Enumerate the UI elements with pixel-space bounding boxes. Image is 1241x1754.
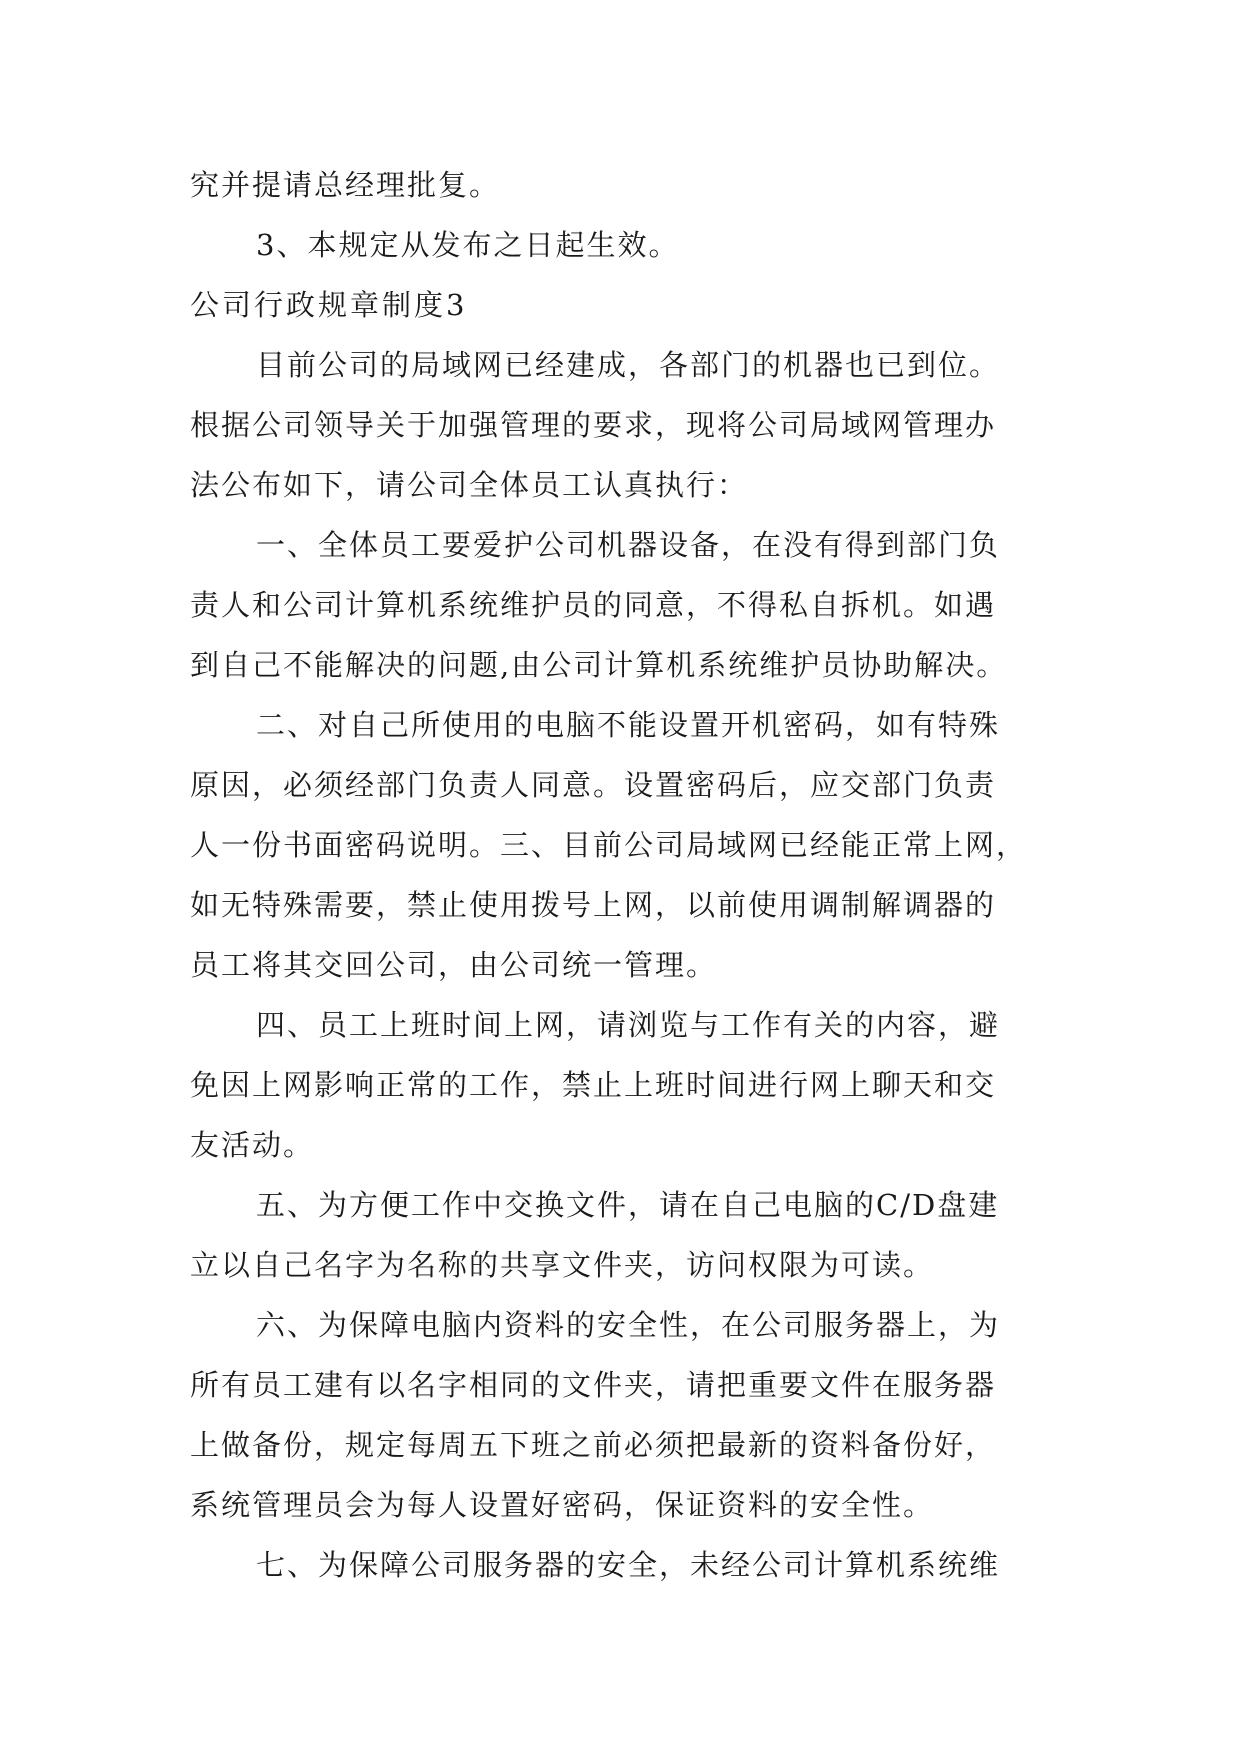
text-line: 上做备份，规定每周五下班之前必须把最新的资料备份好， xyxy=(190,1428,997,1462)
text-line: 一、全体员工要爱护公司机器设备，在没有得到部门负 xyxy=(256,528,1001,562)
text-line: 五、为方便工作中交换文件，请在自己电脑的C/D盘建 xyxy=(256,1188,1000,1222)
text-line: 免因上网影响正常的工作，禁止上班时间进行网上聊天和交 xyxy=(190,1068,997,1102)
text-line: 友活动。 xyxy=(190,1128,315,1162)
text-line: 人一份书面密码说明。三、目前公司局域网已经能正常上网， xyxy=(190,828,1028,862)
text-line: 所有员工建有以名字相同的文件夹，请把重要文件在服务器 xyxy=(190,1368,997,1402)
text-line: 二、对自己所使用的电脑不能设置开机密码，如有特殊 xyxy=(256,708,1001,742)
text-line: 如无特殊需要，禁止使用拨号上网，以前使用调制解调器的 xyxy=(190,888,997,922)
document-body xyxy=(190,155,1052,1595)
text-line: 究并提请总经理批复。 xyxy=(190,168,501,202)
text-line: 立以自己名字为名称的共享文件夹，访问权限为可读。 xyxy=(190,1248,935,1282)
section-heading: 公司行政规章制度3 xyxy=(190,288,468,322)
text-line: 目前公司的局域网已经建成，各部门的机器也已到位。 xyxy=(256,348,1001,382)
text-line: 系统管理员会为每人设置好密码，保证资料的安全性。 xyxy=(190,1488,935,1522)
text-line: 员工将其交回公司，由公司统一管理。 xyxy=(190,948,718,982)
text-line: 七、为保障公司服务器的安全，未经公司计算机系统维 xyxy=(256,1548,1001,1582)
text-line: 责人和公司计算机系统维护员的同意，不得私自拆机。如遇 xyxy=(190,588,997,622)
text-line: 六、为保障电脑内资料的安全性，在公司服务器上，为 xyxy=(256,1308,1001,1342)
text-line: 四、员工上班时间上网，请浏览与工作有关的内容，避 xyxy=(256,1008,1001,1042)
text-line: 法公布如下，请公司全体员工认真执行： xyxy=(190,468,749,502)
text-line: 原因，必须经部门负责人同意。设置密码后，应交部门负责 xyxy=(190,768,997,802)
text-line: 根据公司领导关于加强管理的要求，现将公司局域网管理办 xyxy=(190,408,997,442)
text-line: 到自己不能解决的问题,由公司计算机系统维护员协助解决。 xyxy=(190,648,1008,682)
text-line: 3、本规定从发布之日起生效。 xyxy=(256,228,680,262)
